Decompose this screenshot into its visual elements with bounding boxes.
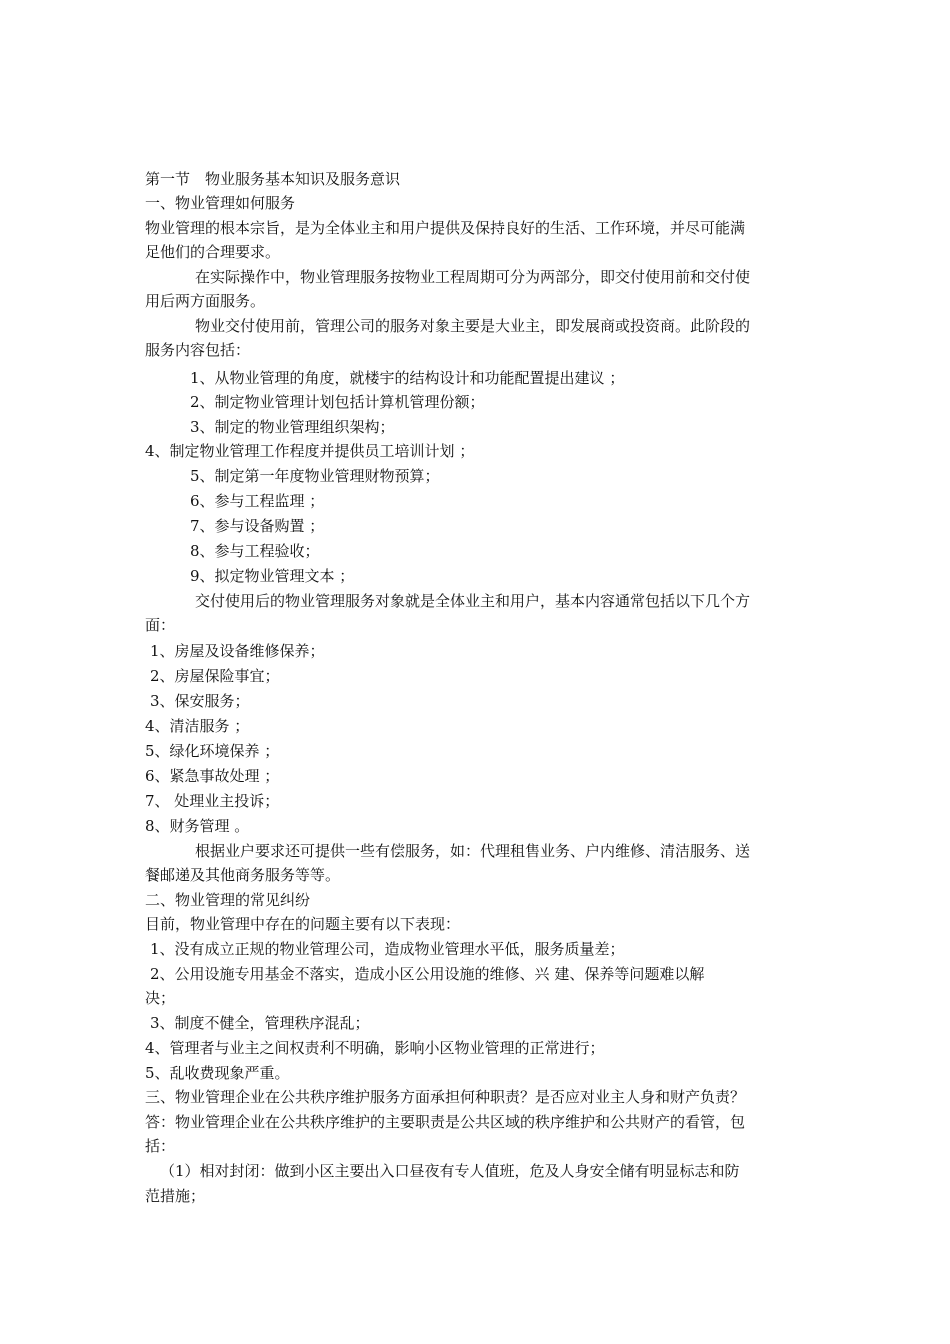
section-heading: 第一节 物业服务基本知识及服务意识 xyxy=(145,170,401,188)
list-item: 3、制定的物业管理组织架构； xyxy=(190,418,395,436)
paragraph-line: 物业交付使用前，管理公司的服务对象主要是大业主，即发展商或投资商。此阶段的 xyxy=(195,317,751,335)
paragraph-line: （1）相对封闭：做到小区主要出入口昼夜有专人值班，危及人身安全储有明显标志和防 xyxy=(160,1162,740,1180)
list-item: 2、制定物业管理计划包括计算机管理份额； xyxy=(190,393,485,411)
paragraph-line: 括： xyxy=(145,1137,176,1155)
list-item: 6、参与工程监理 ； xyxy=(190,492,325,510)
subheading: 三、物业管理企业在公共秩序维护服务方面承担何种职责？是否应对业主人身和财产负责？ xyxy=(145,1088,746,1106)
paragraph-line: 餐邮递及其他商务服务等等。 xyxy=(145,866,341,884)
paragraph-line: 物业管理的根本宗旨，是为全体业主和用户提供及保持良好的生活、工作环境，并尽可能满 xyxy=(145,219,746,237)
list-item: 5、制定第一年度物业管理财物预算； xyxy=(190,467,440,485)
paragraph-line: 足他们的合理要求。 xyxy=(145,243,281,261)
list-item: 7、 处理业主投诉； xyxy=(145,792,280,810)
list-item: 4、制定物业管理工作程度并提供员工培训计划 ； xyxy=(145,442,475,460)
list-item: 1、房屋及设备维修保养； xyxy=(150,642,325,660)
list-item: 1、没有成立正规的物业管理公司，造成物业管理水平低，服务质量差； xyxy=(150,940,625,958)
list-item: 9、拟定物业管理文本 ； xyxy=(190,567,355,585)
list-item: 2、公用设施专用基金不落实，造成小区公用设施的维修、兴 建、保养等问题难以解 xyxy=(150,965,705,983)
list-item: 5、绿化环境保养 ； xyxy=(145,742,280,760)
paragraph-line: 用后两方面服务。 xyxy=(145,292,266,310)
paragraph-line: 答：物业管理企业在公共秩序维护的主要职责是公共区域的秩序维护和公共财产的看管，包 xyxy=(145,1113,746,1131)
subheading: 二、物业管理的常见纠纷 xyxy=(145,891,311,909)
list-item: 7、参与设备购置 ； xyxy=(190,517,325,535)
paragraph-line: 服务内容包括： xyxy=(145,341,251,359)
paragraph-line: 目前，物业管理中存在的问题主要有以下表现： xyxy=(145,915,461,933)
list-item: 6、紧急事故处理 ； xyxy=(145,767,280,785)
list-item: 4、管理者与业主之间权责利不明确，影响小区物业管理的正常进行； xyxy=(145,1039,605,1057)
paragraph-line: 范措施； xyxy=(145,1187,206,1205)
list-item: 4、清洁服务 ； xyxy=(145,717,250,735)
list-item: 8、财务管理 。 xyxy=(145,817,250,835)
paragraph-line: 交付使用后的物业管理服务对象就是全体业主和用户，基本内容通常包括以下几个方 xyxy=(195,592,751,610)
list-item: 决； xyxy=(145,989,176,1007)
list-item: 3、保安服务； xyxy=(150,692,250,710)
list-item: 2、房屋保险事宜； xyxy=(150,667,280,685)
list-item: 3、制度不健全，管理秩序混乱； xyxy=(150,1014,370,1032)
paragraph-line: 在实际操作中，物业管理服务按物业工程周期可分为两部分，即交付使用前和交付使 xyxy=(195,268,751,286)
list-item: 8、参与工程验收； xyxy=(190,542,320,560)
list-item: 1、从物业管理的角度，就楼宇的结构设计和功能配置提出建议 ； xyxy=(190,369,625,387)
subheading: 一、物业管理如何服务 xyxy=(145,194,296,212)
paragraph-line: 面： xyxy=(145,616,176,634)
paragraph-line: 根据业户要求还可提供一些有偿服务，如：代理租售业务、户内维修、清洁服务、送 xyxy=(195,842,751,860)
list-item: 5、乱收费现象严重。 xyxy=(145,1064,290,1082)
